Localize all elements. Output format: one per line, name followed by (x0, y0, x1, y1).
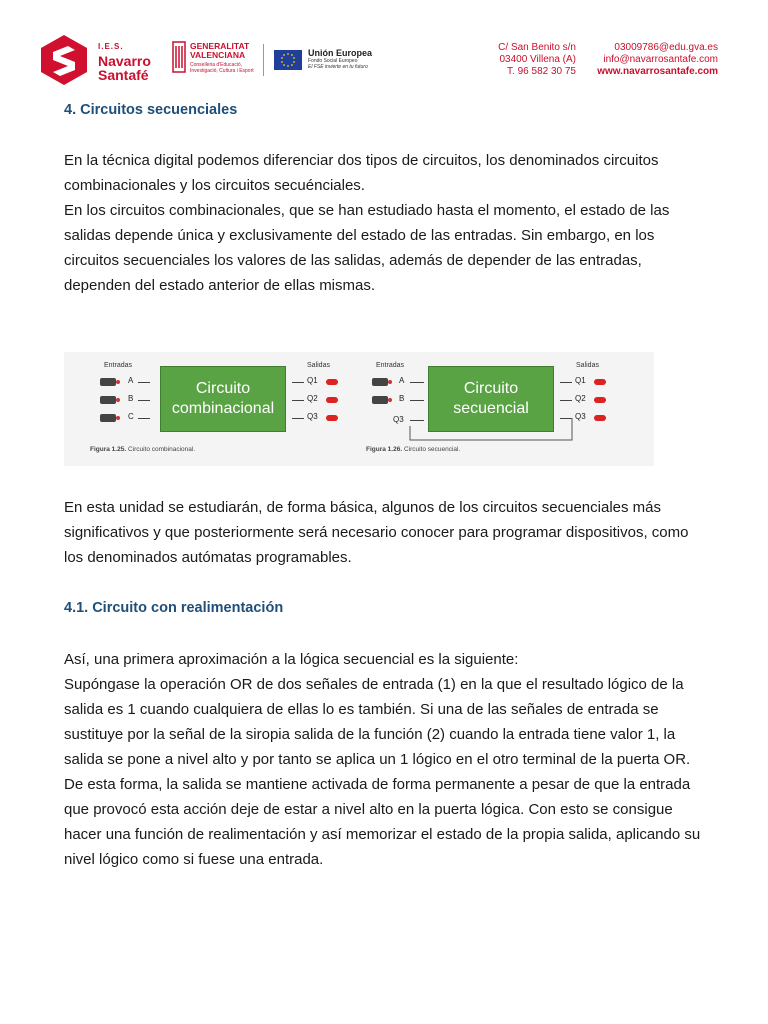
p4-line: salida es 1 cuando cualquiera de ellas lo es también. Si una de las señales de entrada se (64, 701, 659, 718)
p3-line1: En esta unidad se estudiarán, de forma básica, algunos de los circuitos secuenciales más (64, 499, 662, 516)
gva-logo-text (190, 42, 260, 74)
right-box-line2: secuencial (453, 400, 529, 417)
right-inputs-label: Entradas (376, 362, 405, 369)
ies-name-line1: Navarro (98, 53, 151, 69)
paragraph-3 (64, 495, 734, 570)
arrow-icon (410, 382, 424, 383)
left-input-b: B (128, 394, 134, 403)
left-outputs-label: Salidas (307, 362, 330, 369)
arrow-icon (138, 400, 150, 401)
switch-icon (372, 396, 388, 404)
p4-line: Supóngase la operación OR de dos señales de entrada (1) en la que el resultado lógico de la (64, 676, 684, 693)
left-output-q1: Q1 (307, 376, 318, 385)
arrow-icon (410, 400, 424, 401)
left-box-line1: Circuito (195, 380, 251, 397)
arrow-icon (292, 382, 304, 383)
led-icon (326, 415, 338, 421)
circuits-figure (64, 352, 654, 466)
intro-p1-line1: En la técnica digital podemos diferenciar dos tipos de circuitos, los denominados circuitos (64, 152, 659, 169)
gva-subtitle: Conselleria d'Educació, Investigació, Cultura i Esport (190, 62, 254, 74)
left-input-c: C (128, 412, 134, 421)
left-output-q2: Q2 (307, 394, 318, 403)
intro-paragraph-1 (64, 148, 734, 298)
address-city: 03400 Villena (A) (499, 54, 576, 65)
ies-name-line2: Santafé (98, 67, 149, 83)
switch-icon (100, 396, 116, 404)
eu-subtitle-2: El FSE invierte en tu futuro (308, 64, 368, 70)
gva-line2: VALENCIANA (190, 50, 246, 60)
left-caption-number: Figura 1.25. (90, 446, 127, 453)
arrow-icon (138, 418, 150, 419)
switch-icon (100, 414, 116, 422)
switch-icon (372, 378, 388, 386)
header-divider (263, 44, 264, 76)
arrow-icon (292, 400, 304, 401)
led-icon (326, 379, 338, 385)
intro-p2-line3: circuitos secuenciales los valores de las salidas, además de depender de las entradas, (64, 252, 642, 269)
feedback-loop-line (404, 412, 584, 444)
arrow-icon (292, 418, 304, 419)
page-header (0, 0, 768, 100)
right-caption-text: Circuito secuencial. (403, 446, 461, 453)
p4-line: De esta forma, la salida se mantiene activada de forma permanente a pesar de que la entrada (64, 776, 691, 793)
website-link[interactable]: www.navarrosantafe.com (597, 66, 718, 77)
address-block (494, 42, 576, 78)
p4-line: hacer una función de realimentación y así memorizar el estado de la propia salida, aplicando su (64, 826, 701, 843)
p4-line: sustituye por la señal de la siropia salida de la función (2) cuando la entrada tiene valor 1, la (64, 726, 676, 743)
right-output-q2: Q2 (575, 394, 586, 403)
eu-subtitle-1: Fondo Social Europeo (308, 58, 358, 64)
p4-line: Así, una primera aproximación a la lógica secuencial es la siguiente: (64, 651, 519, 668)
led-icon (594, 379, 606, 385)
led-icon (326, 397, 338, 403)
led-icon (594, 415, 606, 421)
left-input-a: A (128, 376, 134, 385)
p3-line3: los denominados autómatas programables. (64, 549, 352, 566)
p4-line: salida se pone a nivel alto y por tanto se aplica un 1 lógico en el otro terminal de la puerta OR. (64, 751, 691, 768)
left-output-q3: Q3 (307, 412, 318, 421)
eu-logo-text (308, 49, 372, 70)
left-inputs-label: Entradas (104, 362, 133, 369)
right-input-b: B (399, 394, 405, 403)
right-output-q3: Q3 (575, 412, 586, 421)
gva-line1: GENERALITAT (190, 41, 250, 51)
subsection-title: 4.1. Circuito con realimentación (64, 600, 284, 616)
ies-logo-icon (38, 34, 90, 86)
intro-p2-line2: salidas depende única y exclusivamente del estado de las entradas. Sin embargo, en los (64, 227, 655, 244)
left-box-line2: combinacional (171, 400, 275, 417)
intro-p2-line1: En los circuitos combinacionales, que se han estudiado hasta el momento, el estado de las (64, 202, 670, 219)
intro-p2-line4: dependen del estado anterior de ellas mismas. (64, 277, 376, 294)
combinational-circuit-box (160, 366, 286, 432)
eu-flag-icon (274, 50, 302, 70)
left-figure-caption (90, 446, 195, 453)
section-title: 4. Circuitos secuenciales (64, 102, 238, 118)
arrow-icon (138, 382, 150, 383)
gva-shield-icon (172, 40, 186, 76)
email-edu[interactable]: 03009786@edu.gva.es (614, 42, 718, 53)
arrow-icon (560, 400, 572, 401)
email-info[interactable]: info@navarrosantafe.com (603, 54, 718, 65)
address-street: C/ San Benito s/n (498, 42, 576, 53)
ies-label: I.E.S. (98, 42, 124, 51)
right-output-q1: Q1 (575, 376, 586, 385)
right-outputs-label: Salidas (576, 362, 599, 369)
left-caption-text: Circuito combinacional. (127, 446, 196, 453)
contact-block (588, 42, 718, 78)
p4-line: nivel lógico como si fuese una entrada. (64, 851, 324, 868)
paragraph-4 (64, 647, 734, 872)
ies-name (98, 40, 151, 82)
right-box-line1: Circuito (463, 380, 519, 397)
right-figure-caption (366, 446, 460, 453)
right-input-a: A (399, 376, 405, 385)
address-phone: T. 96 582 30 75 (507, 66, 576, 77)
p4-line: que provocó esta acción deje de estar a nivel alto en la puerta lógica. Con esto se consigue (64, 801, 673, 818)
p3-line2: significativos y que posteriormente será necesario conocer para programar dispositivos, como (64, 524, 689, 541)
switch-icon (100, 378, 116, 386)
eu-title: Unión Europea (308, 48, 373, 58)
led-icon (594, 397, 606, 403)
right-caption-number: Figura 1.26. (366, 446, 403, 453)
arrow-icon (560, 382, 572, 383)
intro-p1-line2: combinacionales y los circuitos secuénciales. (64, 177, 365, 194)
right-feedback-q3: Q3 (393, 415, 404, 424)
